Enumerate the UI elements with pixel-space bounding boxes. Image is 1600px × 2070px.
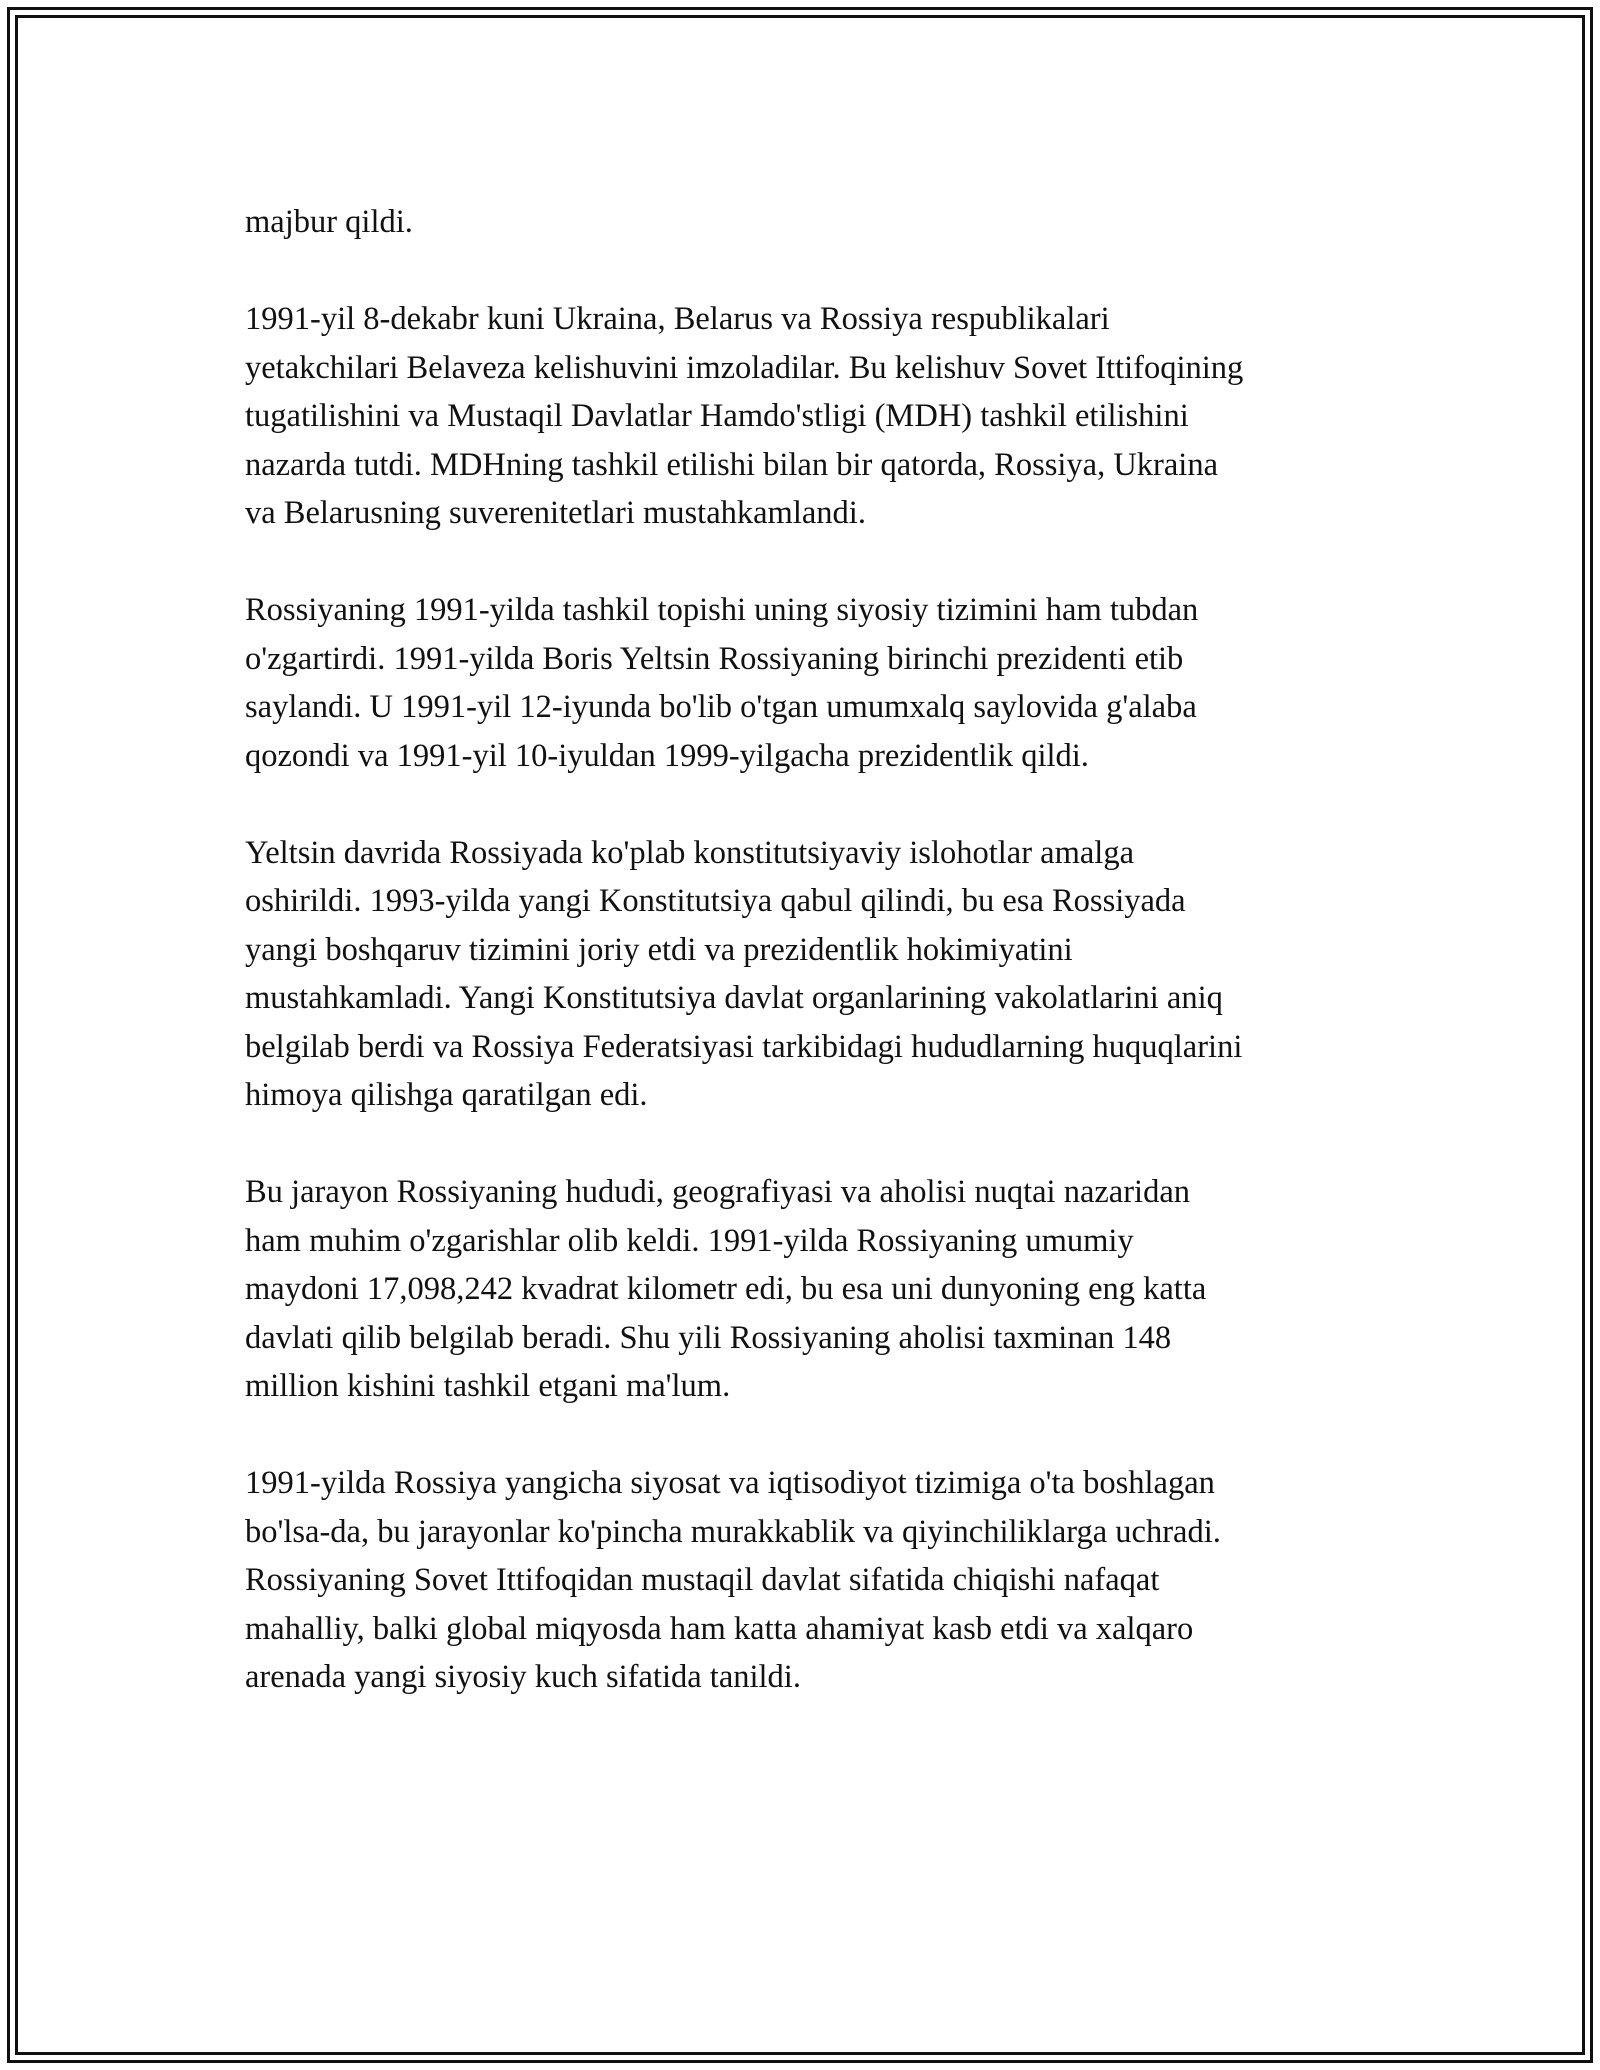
page-frame <box>7 7 1593 2063</box>
paragraph-3 <box>245 586 1385 780</box>
paragraph-6 <box>245 1459 1385 1702</box>
text-line: 1991-yil 8-dekabr kuni Ukraina, Belarus va Rossiya respublikalari <box>245 301 1110 337</box>
text-line: himoya qilishga qaratilgan edi. <box>245 1077 648 1113</box>
text-line: mustahkamladi. Yangi Konstitutsiya davlat organlarining vakolatlarini aniq <box>245 980 1223 1016</box>
document-body <box>245 198 1385 1750</box>
paragraph-1 <box>245 198 1385 247</box>
text-line: 1991-yilda Rossiya yangicha siyosat va iqtisodiyot tizimiga o'ta boshlagan <box>245 1465 1215 1501</box>
text-line: Bu jarayon Rossiyaning hududi, geografiyasi va aholisi nuqtai nazaridan <box>245 1174 1190 1210</box>
text-line: qozondi va 1991-yil 10-iyuldan 1999-yilgacha prezidentlik qildi. <box>245 737 1089 774</box>
text-line: Rossiyaning 1991-yilda tashkil topishi uning siyosiy tizimini ham tubdan <box>245 592 1199 628</box>
paragraph-2 <box>245 295 1385 538</box>
text-line: oshirildi. 1993-yilda yangi Konstitutsiya qabul qilindi, bu esa Rossiyada <box>245 883 1186 919</box>
text-line: bo'lsa-da, bu jarayonlar ko'pincha murakkablik va qiyinchiliklarga uchradi. <box>245 1513 1221 1550</box>
text-line: yetakchilari Belaveza kelishuvini imzoladilar. Bu kelishuv Sovet Ittifoqining <box>245 349 1244 386</box>
text-line: o'zgartirdi. 1991-yilda Boris Yeltsin Rossiyaning birinchi prezidenti etib <box>245 640 1184 677</box>
text-line: saylandi. U 1991-yil 12-iyunda bo'lib o'tgan umumxalq saylovida g'alaba <box>245 689 1197 725</box>
text-line: arenada yangi siyosiy kuch sifatida tanildi. <box>245 1659 801 1695</box>
text-line: tugatilishini va Mustaqil Davlatlar Hamdo'stligi (MDH) tashkil etilishini <box>245 398 1189 434</box>
text-line: mahalliy, balki global miqyosda ham katta ahamiyat kasb etdi va xalqaro <box>245 1610 1194 1647</box>
text-line: davlati qilib belgilab beradi. Shu yili Rossiyaning aholisi taxminan 148 <box>245 1319 1172 1356</box>
text-line: va Belarusning suverenitetlari mustahkamlandi. <box>245 495 866 531</box>
text-line: Yeltsin davrida Rossiyada ko'plab konstitutsiyaviy islohotlar amalga <box>245 834 1134 871</box>
text-line: yangi boshqaruv tizimini joriy etdi va prezidentlik hokimiyatini <box>245 931 1073 968</box>
text-line: belgilab berdi va Rossiya Federatsiyasi tarkibidagi hududlarning huquqlarini <box>245 1028 1243 1065</box>
paragraph-5 <box>245 1168 1385 1411</box>
text-line: million kishini tashkil etgani ma'lum. <box>245 1368 731 1404</box>
paragraph-4 <box>245 829 1385 1120</box>
text-line: maydoni 17,098,242 kvadrat kilometr edi, bu esa uni dunyoning eng katta <box>245 1271 1207 1307</box>
text-line: Rossiyaning Sovet Ittifoqidan mustaqil davlat sifatida chiqishi nafaqat <box>245 1562 1160 1598</box>
text-line: nazarda tutdi. MDHning tashkil etilishi bilan bir qatorda, Rossiya, Ukraina <box>245 446 1219 483</box>
text-line: ham muhim o'zgarishlar olib keldi. 1991-yilda Rossiyaning umumiy <box>245 1222 1134 1259</box>
text-line: majbur qildi. <box>245 204 413 240</box>
